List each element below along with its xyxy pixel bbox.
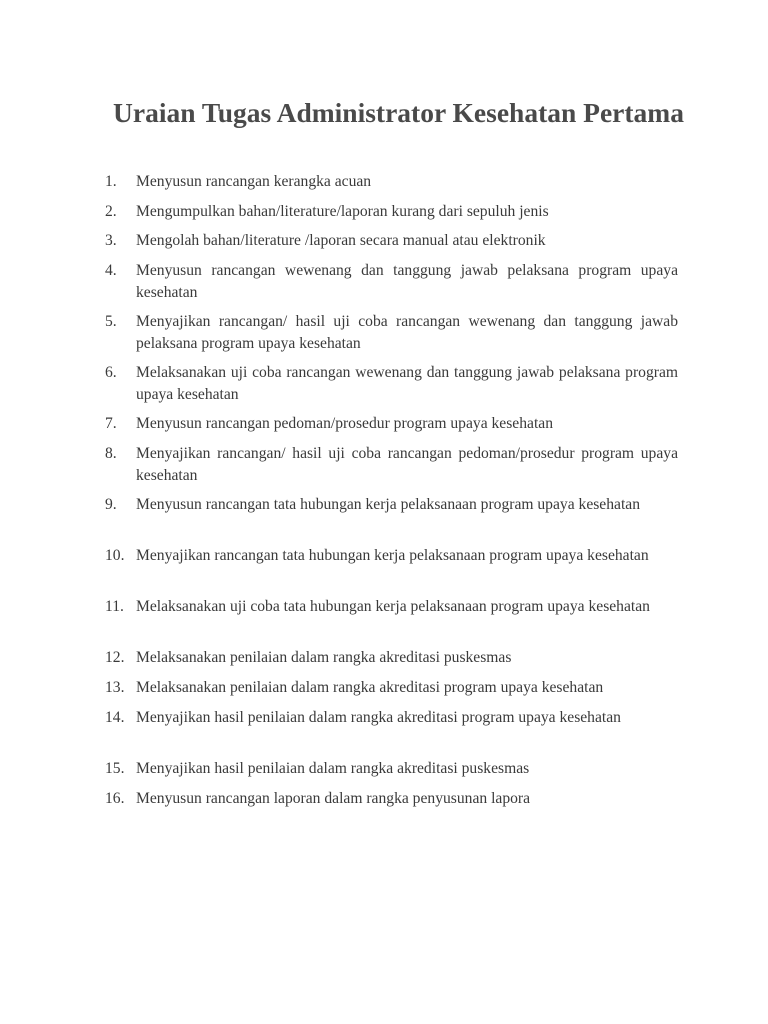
item-text: Melaksanakan uji coba rancangan wewenang dan tanggung jawab pelaksana program upaya kesehatan xyxy=(136,364,678,403)
item-text: Menyusun rancangan kerangka acuan xyxy=(136,173,372,190)
item-number: 1. xyxy=(105,173,117,190)
item-text: Menyusun rancangan wewenang dan tanggung jawab pelaksana program upaya kesehatan xyxy=(136,262,678,301)
list-item xyxy=(105,647,678,669)
list-item xyxy=(105,677,678,699)
list-item xyxy=(105,545,678,567)
list-item xyxy=(105,443,678,486)
item-number: 15. xyxy=(105,760,125,777)
item-text: Melaksanakan penilaian dalam rangka akreditasi puskesmas xyxy=(136,649,512,666)
list-item xyxy=(105,201,678,223)
item-text: Menyajikan rancangan/ hasil uji coba rancangan pedoman/prosedur program upaya kesehatan xyxy=(136,445,678,484)
list-item xyxy=(105,494,678,516)
item-text: Menyusun rancangan tata hubungan kerja pelaksanaan program upaya kesehatan xyxy=(136,496,640,513)
list-item xyxy=(105,171,678,193)
item-text: Menyusun rancangan laporan dalam rangka penyusunan lapora xyxy=(136,790,531,807)
item-text: Menyusun rancangan pedoman/prosedur program upaya kesehatan xyxy=(136,415,553,432)
item-text: Mengolah bahan/literature /laporan secara manual atau elektronik xyxy=(136,232,546,249)
list-item xyxy=(105,788,678,810)
item-text: Menyajikan hasil penilaian dalam rangka akreditasi program upaya kesehatan xyxy=(136,709,621,726)
item-number: 10. xyxy=(105,547,125,564)
item-number: 5. xyxy=(105,313,117,330)
item-number: 13. xyxy=(105,679,125,696)
document-title: Uraian Tugas Administrator Kesehatan Pertama xyxy=(113,97,684,128)
item-number: 16. xyxy=(105,790,125,807)
item-text: Melaksanakan penilaian dalam rangka akreditasi program upaya kesehatan xyxy=(136,679,604,696)
item-number: 11. xyxy=(105,598,124,615)
item-number: 14. xyxy=(105,709,125,726)
item-text: Melaksanakan uji coba tata hubungan kerja pelaksanaan program upaya kesehatan xyxy=(136,598,650,615)
list-item xyxy=(105,230,678,252)
item-text: Mengumpulkan bahan/literature/laporan kurang dari sepuluh jenis xyxy=(136,203,549,220)
item-text: Menyajikan rancangan tata hubungan kerja pelaksanaan program upaya kesehatan xyxy=(136,547,649,564)
list-item xyxy=(105,260,678,303)
item-number: 12. xyxy=(105,649,125,666)
list-item xyxy=(105,707,678,729)
item-number: 3. xyxy=(105,232,117,249)
item-number: 6. xyxy=(105,364,117,381)
item-number: 8. xyxy=(105,445,117,462)
list-item xyxy=(105,596,678,618)
item-text: Menyajikan rancangan/ hasil uji coba rancangan wewenang dan tanggung jawab pelaksana program upaya kesehatan xyxy=(136,313,678,352)
item-number: 4. xyxy=(105,262,117,279)
list-item xyxy=(105,758,678,780)
item-number: 9. xyxy=(105,496,117,513)
item-number: 2. xyxy=(105,203,117,220)
list-item xyxy=(105,311,678,354)
item-number: 7. xyxy=(105,415,117,432)
list-item xyxy=(105,413,678,435)
item-text: Menyajikan hasil penilaian dalam rangka akreditasi puskesmas xyxy=(136,760,530,777)
list-item xyxy=(105,362,678,405)
